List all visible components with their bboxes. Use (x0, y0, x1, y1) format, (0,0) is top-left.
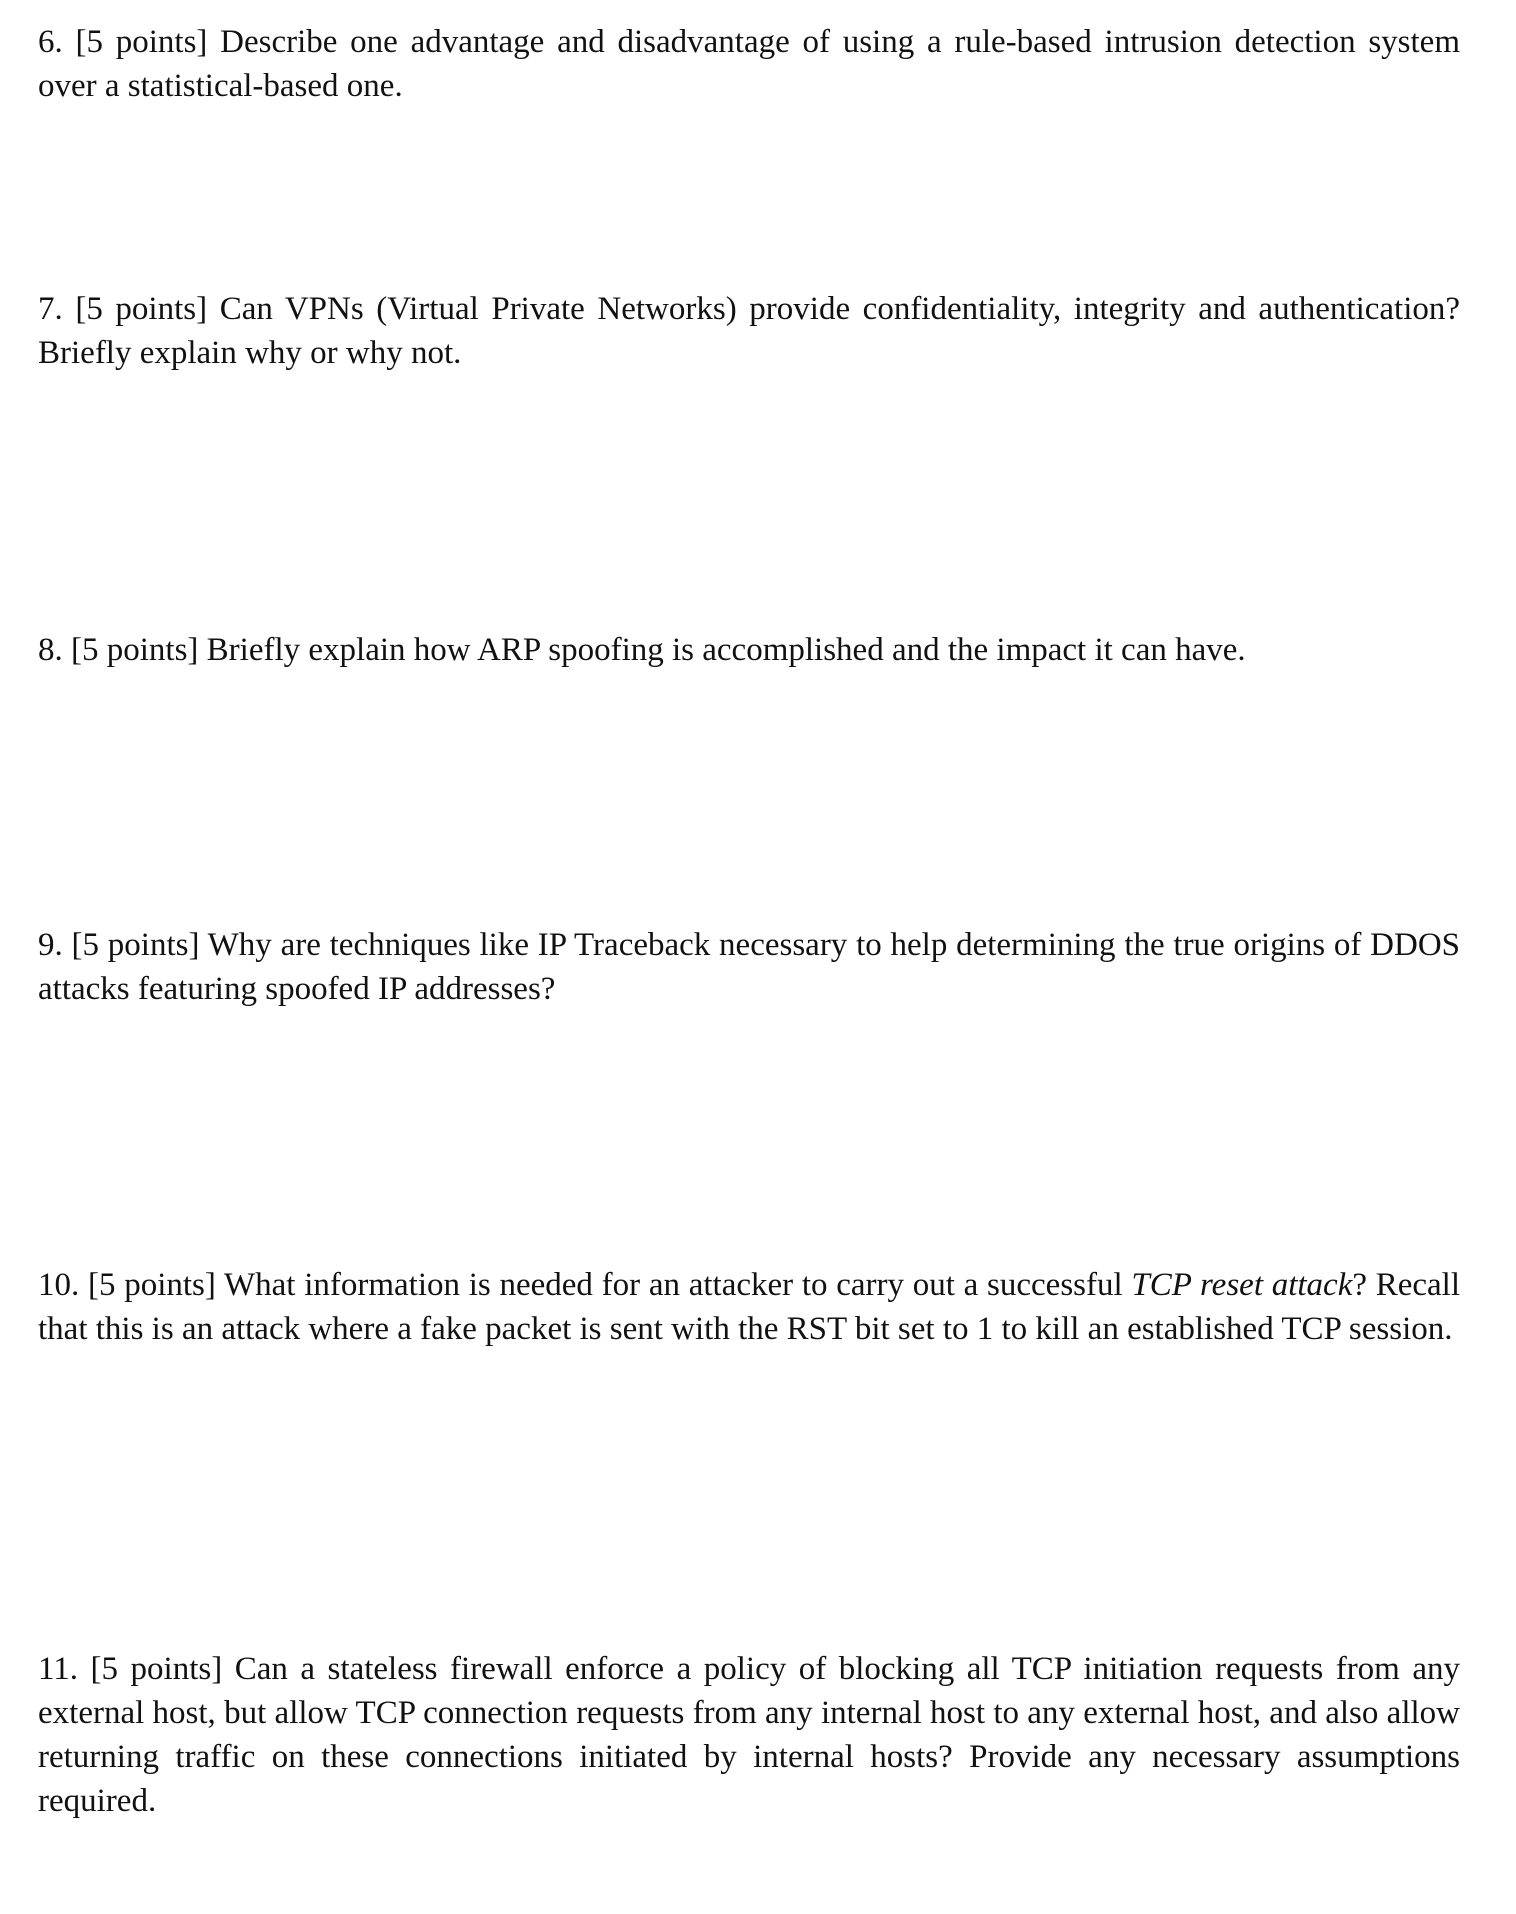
question-number: 11. (38, 1651, 79, 1687)
question-7 (38, 287, 1460, 375)
question-text: Briefly explain how ARP spoofing is accomplished and the impact it can have. (206, 632, 1246, 668)
question-number: 7. (38, 291, 63, 327)
question-emphasis: TCP reset attack (1131, 1267, 1353, 1303)
question-points: [5 points] (87, 1267, 216, 1303)
question-number: 8. (38, 632, 63, 668)
question-number: 9. (38, 927, 63, 963)
question-text: Describe one advantage and disadvantage of using a rule-based intrusion detection system over a statistical-based one. (38, 24, 1460, 104)
question-points: [5 points] (75, 291, 208, 327)
question-6 (38, 20, 1460, 108)
question-9 (38, 923, 1460, 1011)
question-text: What information is needed for an attacker to carry out a successful (224, 1267, 1123, 1303)
question-points: [5 points] (71, 632, 199, 668)
question-points: [5 points] (90, 1651, 223, 1687)
question-10 (38, 1263, 1460, 1351)
question-points: [5 points] (71, 927, 200, 963)
question-text: Can a stateless firewall enforce a policy of blocking all TCP initiation requests from any external host, but allow TCP connection requests from any internal host to any external host, and also allow returning traffic on these connections initiated by internal hosts? Provide any necessary assumptions required. (38, 1651, 1461, 1819)
question-points: [5 points] (75, 24, 208, 60)
question-11 (38, 1647, 1460, 1823)
question-number: 6. (38, 24, 63, 60)
question-text: Why are techniques like IP Traceback necessary to help determining the true origins of DDOS attacks featuring spoofed IP addresses? (38, 927, 1461, 1007)
question-8 (38, 628, 1460, 672)
question-text: Can VPNs (Virtual Private Networks) provide confidentiality, integrity and authentication? Briefly explain why or why not. (38, 291, 1461, 371)
question-text-tail: ? Recall that this is an attack where a fake packet is sent with the RST bit set to 1 to kill an established TCP session. (38, 1267, 1461, 1347)
question-number: 10. (38, 1267, 80, 1303)
